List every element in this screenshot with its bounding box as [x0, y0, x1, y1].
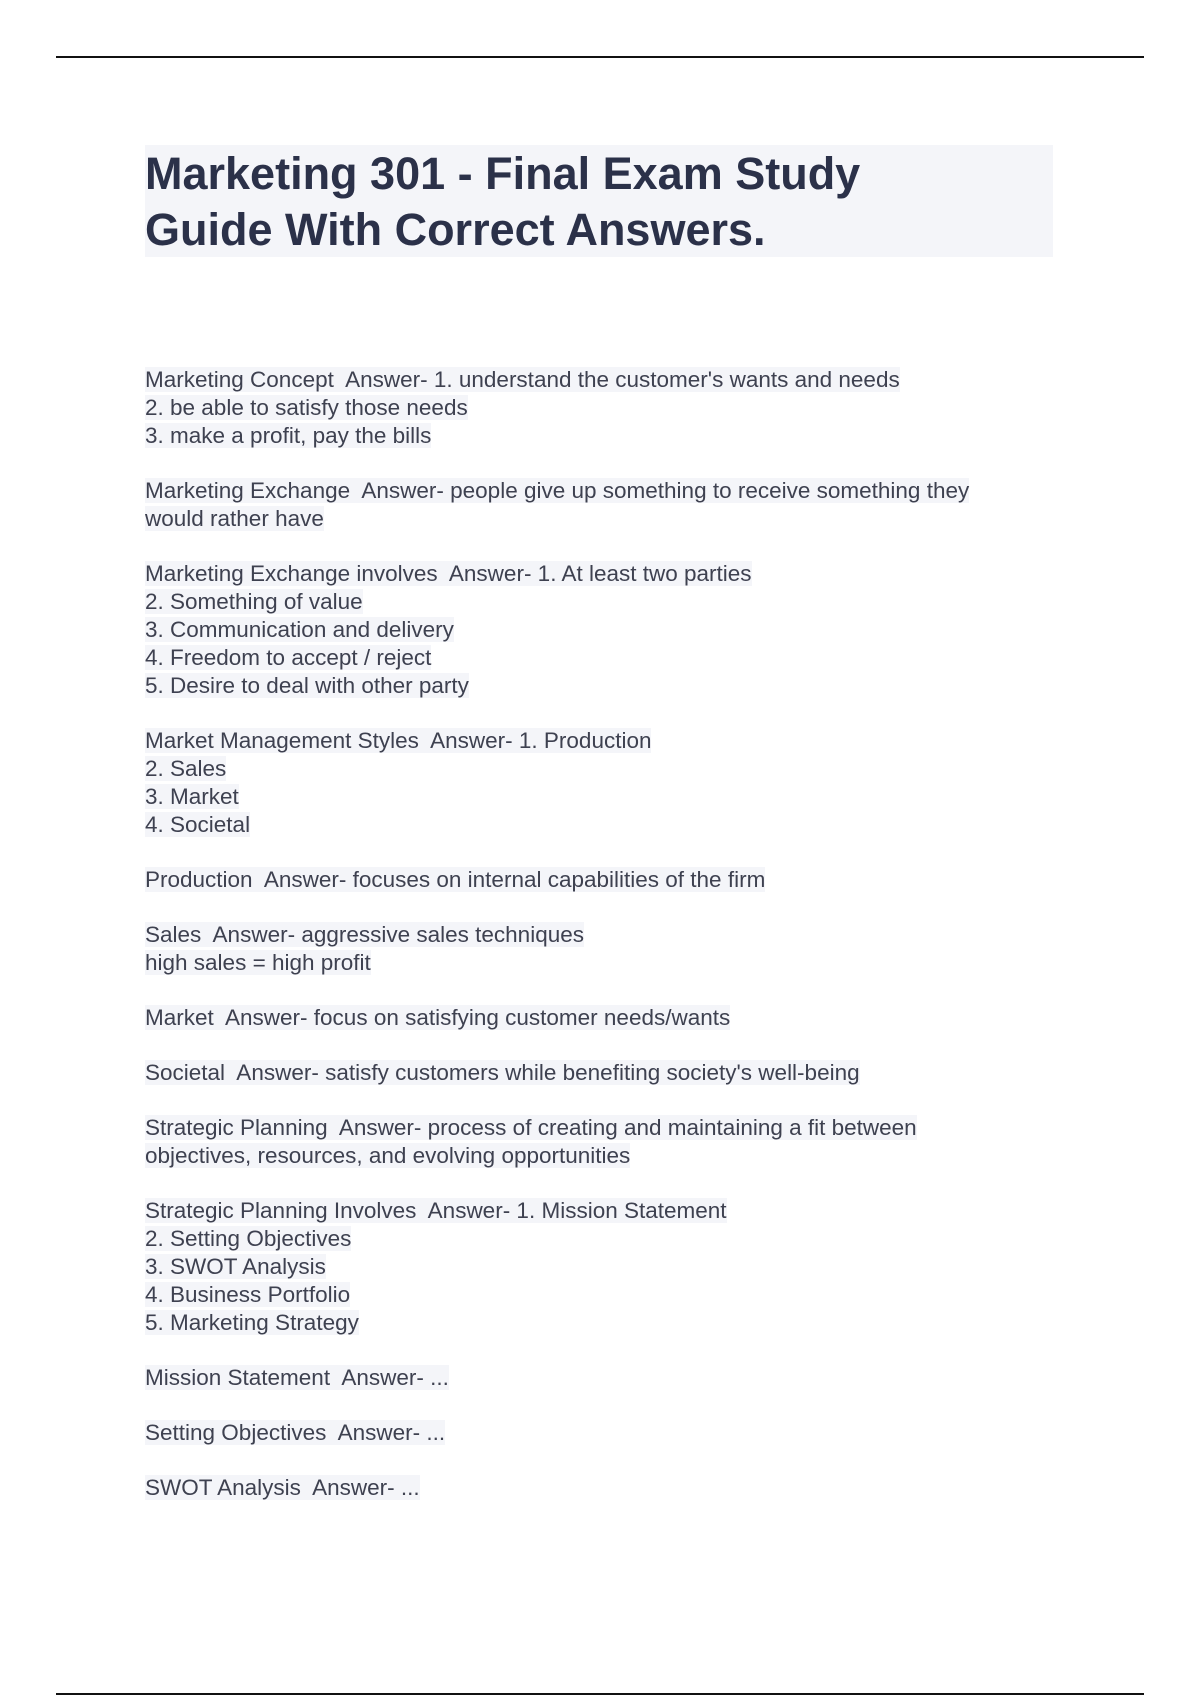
bottom-rule — [56, 1693, 1144, 1695]
qa-answer-line — [145, 1225, 1065, 1253]
qa-answer-line — [145, 422, 1065, 450]
qa-answer-line — [145, 644, 1065, 672]
qa-line-text: Market Answer- focus on satisfying customer needs/wants — [145, 1005, 731, 1030]
qa-term-line — [145, 1114, 1065, 1142]
qa-line-text: Sales Answer- aggressive sales techniques — [145, 922, 584, 947]
qa-entry — [145, 1474, 1065, 1502]
qa-answer-line — [145, 949, 1065, 977]
qa-entry — [145, 1419, 1065, 1447]
qa-answer-line — [145, 616, 1065, 644]
qa-line-text: 4. Freedom to accept / reject — [145, 645, 432, 670]
qa-term-line — [145, 366, 1065, 394]
qa-line-text: 2. Setting Objectives — [145, 1226, 352, 1251]
qa-term-line — [145, 1364, 1065, 1392]
qa-line-text: 2. Sales — [145, 756, 227, 781]
qa-line-text: SWOT Analysis Answer- ... — [145, 1475, 420, 1500]
qa-line-text: 3. Market — [145, 784, 239, 809]
qa-entry — [145, 1197, 1065, 1337]
qa-answer-line — [145, 1253, 1065, 1281]
qa-line-text: Marketing Concept Answer- 1. understand the customer's wants and needs — [145, 367, 900, 392]
qa-term-line — [145, 1474, 1065, 1502]
qa-line-text: 4. Societal — [145, 812, 251, 837]
qa-entry — [145, 866, 1065, 894]
qa-entry — [145, 727, 1065, 839]
qa-line-text: would rather have — [145, 506, 324, 531]
qa-line-text: 2. be able to satisfy those needs — [145, 395, 468, 420]
qa-line-text: 3. SWOT Analysis — [145, 1254, 326, 1279]
qa-term-line — [145, 560, 1065, 588]
qa-line-text: 5. Marketing Strategy — [145, 1310, 359, 1335]
qa-entry — [145, 366, 1065, 450]
qa-line-text: 3. make a profit, pay the bills — [145, 423, 432, 448]
qa-entry — [145, 1004, 1065, 1032]
qa-line-text: Marketing Exchange involves Answer- 1. At least two parties — [145, 561, 752, 586]
qa-line-text: 2. Something of value — [145, 589, 363, 614]
qa-term-line — [145, 1004, 1065, 1032]
qa-line-text: Setting Objectives Answer- ... — [145, 1420, 446, 1445]
qa-answer-line — [145, 755, 1065, 783]
qa-term-line — [145, 1059, 1065, 1087]
qa-answer-line — [145, 588, 1065, 616]
qa-answer-line — [145, 394, 1065, 422]
qa-answer-line — [145, 505, 1065, 533]
qa-line-text: Mission Statement Answer- ... — [145, 1365, 449, 1390]
title-line-2: Guide With Correct Answers. — [145, 204, 766, 255]
qa-line-text: Strategic Planning Answer- process of creating and maintaining a fit between — [145, 1115, 917, 1140]
qa-entry — [145, 1364, 1065, 1392]
qa-answer-line — [145, 1309, 1065, 1337]
qa-line-text: Strategic Planning Involves Answer- 1. Mission Statement — [145, 1198, 727, 1223]
qa-line-text: Marketing Exchange Answer- people give up something to receive something they — [145, 478, 970, 503]
qa-line-text: Market Management Styles Answer- 1. Production — [145, 728, 652, 753]
qa-entry — [145, 477, 1065, 533]
qa-term-line — [145, 1197, 1065, 1225]
qa-line-text: Societal Answer- satisfy customers while benefiting society's well-being — [145, 1060, 860, 1085]
title-line-1: Marketing 301 - Final Exam Study — [145, 148, 861, 199]
qa-entry — [145, 1059, 1065, 1087]
qa-answer-line — [145, 1281, 1065, 1309]
qa-term-line — [145, 727, 1065, 755]
study-guide-content — [145, 366, 1065, 1529]
qa-entry — [145, 560, 1065, 700]
qa-answer-line — [145, 672, 1065, 700]
qa-answer-line — [145, 811, 1065, 839]
qa-line-text: 5. Desire to deal with other party — [145, 673, 469, 698]
qa-line-text: Production Answer- focuses on internal capabilities of the firm — [145, 867, 766, 892]
qa-entry — [145, 921, 1065, 977]
qa-line-text: 3. Communication and delivery — [145, 617, 454, 642]
qa-line-text: objectives, resources, and evolving opportunities — [145, 1143, 631, 1168]
qa-term-line — [145, 921, 1065, 949]
top-rule — [56, 56, 1144, 58]
page-title — [145, 146, 1045, 258]
qa-line-text: high sales = high profit — [145, 950, 371, 975]
qa-answer-line — [145, 1142, 1065, 1170]
qa-term-line — [145, 477, 1065, 505]
qa-line-text: 4. Business Portfolio — [145, 1282, 351, 1307]
qa-term-line — [145, 1419, 1065, 1447]
qa-answer-line — [145, 783, 1065, 811]
qa-entry — [145, 1114, 1065, 1170]
qa-term-line — [145, 866, 1065, 894]
